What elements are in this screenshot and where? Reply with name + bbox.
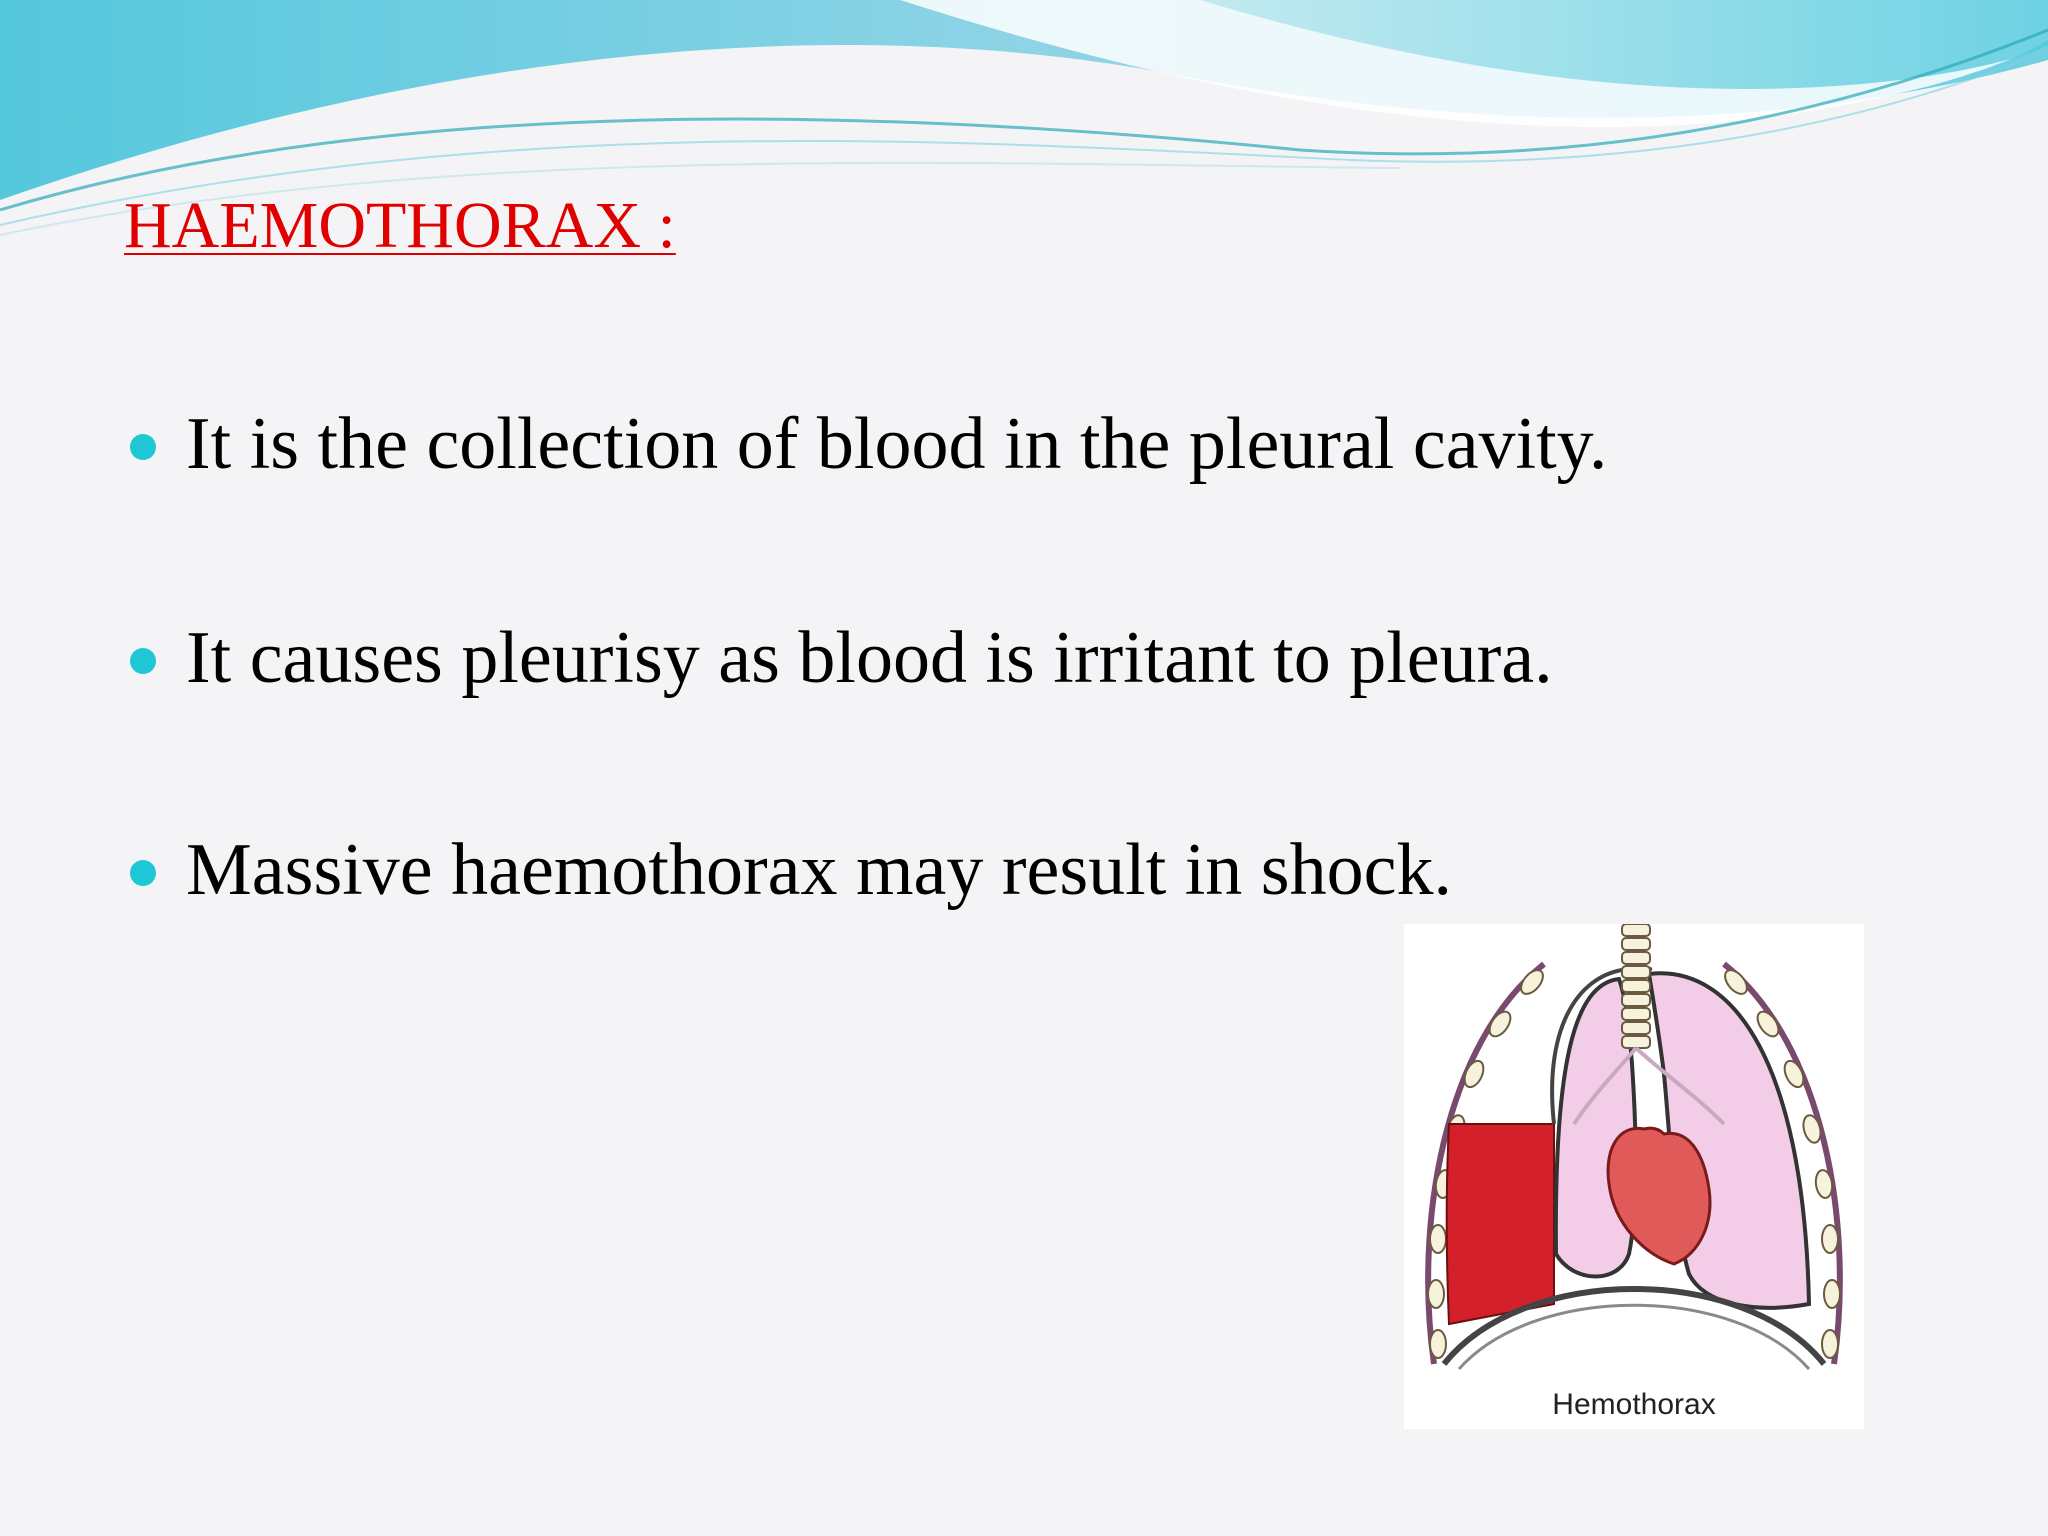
- bullet-text: Massive haemothorax may result in shock.: [186, 829, 1452, 911]
- bullet-dot-icon: [130, 648, 156, 674]
- bullet-text: It causes pleurisy as blood is irritant to pleura.: [186, 617, 1553, 699]
- slide-title: HAEMOTHORAX :: [124, 189, 676, 262]
- hemothorax-illustration: [1404, 924, 1864, 1429]
- chest-cavity-illustration-icon: [1404, 924, 1864, 1384]
- bullet-dot-icon: [130, 434, 156, 460]
- bullet-text: It is the collection of blood in the pleural cavity.: [186, 403, 1608, 485]
- illustration-caption: Hemothorax: [1552, 1388, 1716, 1421]
- bullet-dot-icon: [130, 860, 156, 886]
